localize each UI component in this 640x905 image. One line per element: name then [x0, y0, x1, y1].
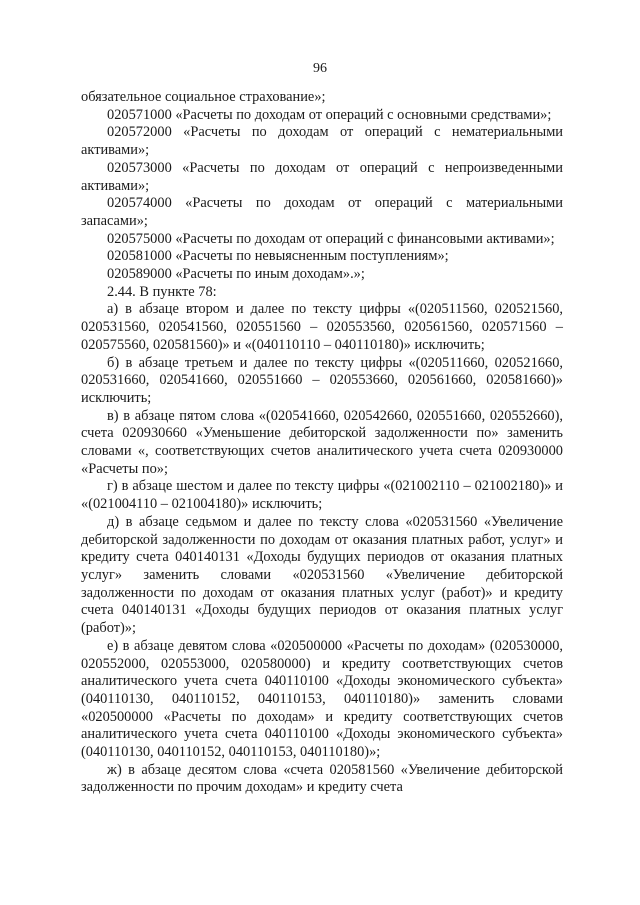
paragraph: ж) в абзаце десятом слова «счета 020581560 «Увеличение дебиторской задолженности по прочим доходам» и кредиту счета	[81, 761, 563, 796]
paragraph: 2.44. В пункте 78:	[107, 283, 217, 300]
document-body	[81, 89, 563, 797]
paragraph: б) в абзаце третьем и далее по тексту цифры «(020511660, 020521660, 020531660, 020541660, 020551660 – 020553660, 020561660, 020581660)» исключить;	[81, 354, 563, 406]
paragraph: обязательное социальное страхование»;	[81, 89, 326, 105]
paragraph: 020581000 «Расчеты по невыясненным поступлениям»;	[107, 248, 449, 265]
paragraph: 020574000 «Расчеты по доходам от операций с материальными запасами»;	[81, 195, 563, 229]
paragraph: а) в абзаце втором и далее по тексту цифры «(020511560, 020521560, 020531560, 020541560, 020551560 – 020553560, 020561560, 020571560 – 020575560, 020581560)» и «(040110110 – 040110180)» исключить;	[81, 301, 563, 353]
paragraph: 020573000 «Расчеты по доходам от операций с непроизведенными активами»;	[81, 159, 563, 194]
paragraph: в) в абзаце пятом слова «(020541660, 020542660, 020551660, 020552660), счета 020930660 «Уменьшение дебиторской задолженности по» заменить словами «, соответствующих счетов аналитического учета счета 020930000 «Расчеты по»;	[81, 407, 563, 477]
paragraph: е) в абзаце девятом слова «020500000 «Расчеты по доходам» (020530000, 020552000, 020553000, 020580000) и кредиту соответствующих счетов аналитического учета счета 040110100 «Доходы экономического субъекта» (040110130, 040110152, 040110153, 040110180)» заменить словами «020500000 «Расчеты по доходам» и кредиту соответствующих счетов аналитического учета счета 040110100 «Доходы экономического субъекта» (040110130, 040110152, 040110153, 040110180)»;	[81, 637, 563, 761]
paragraph: д) в абзаце седьмом и далее по тексту слова «020531560 «Увеличение дебиторской задолженности по доходам от оказания платных работ, услуг» и кредиту счета 040140131 «Доходы будущих периодов от оказания платных услуг» заменить словами «020531560 «Увеличение дебиторской задолженности по доходам от оказания платных услуг (работ)» и кредиту счета 040140131 «Доходы будущих периодов от оказания платных услуг (работ)»;	[81, 513, 563, 637]
paragraph: 020589000 «Расчеты по иным доходам».»;	[107, 266, 365, 283]
paragraph: 020575000 «Расчеты по доходам от операций с финансовыми активами»;	[107, 230, 555, 247]
page-number: 96	[313, 61, 327, 76]
paragraph: г) в абзаце шестом и далее по тексту цифры «(021002110 – 021002180)» и «(021004110 – 021004180)» исключить;	[81, 478, 563, 513]
paragraph: 020572000 «Расчеты по доходам от операций с нематериальными активами»;	[81, 124, 563, 159]
paragraph: 020571000 «Расчеты по доходам от операций с основными средствами»;	[107, 106, 552, 123]
